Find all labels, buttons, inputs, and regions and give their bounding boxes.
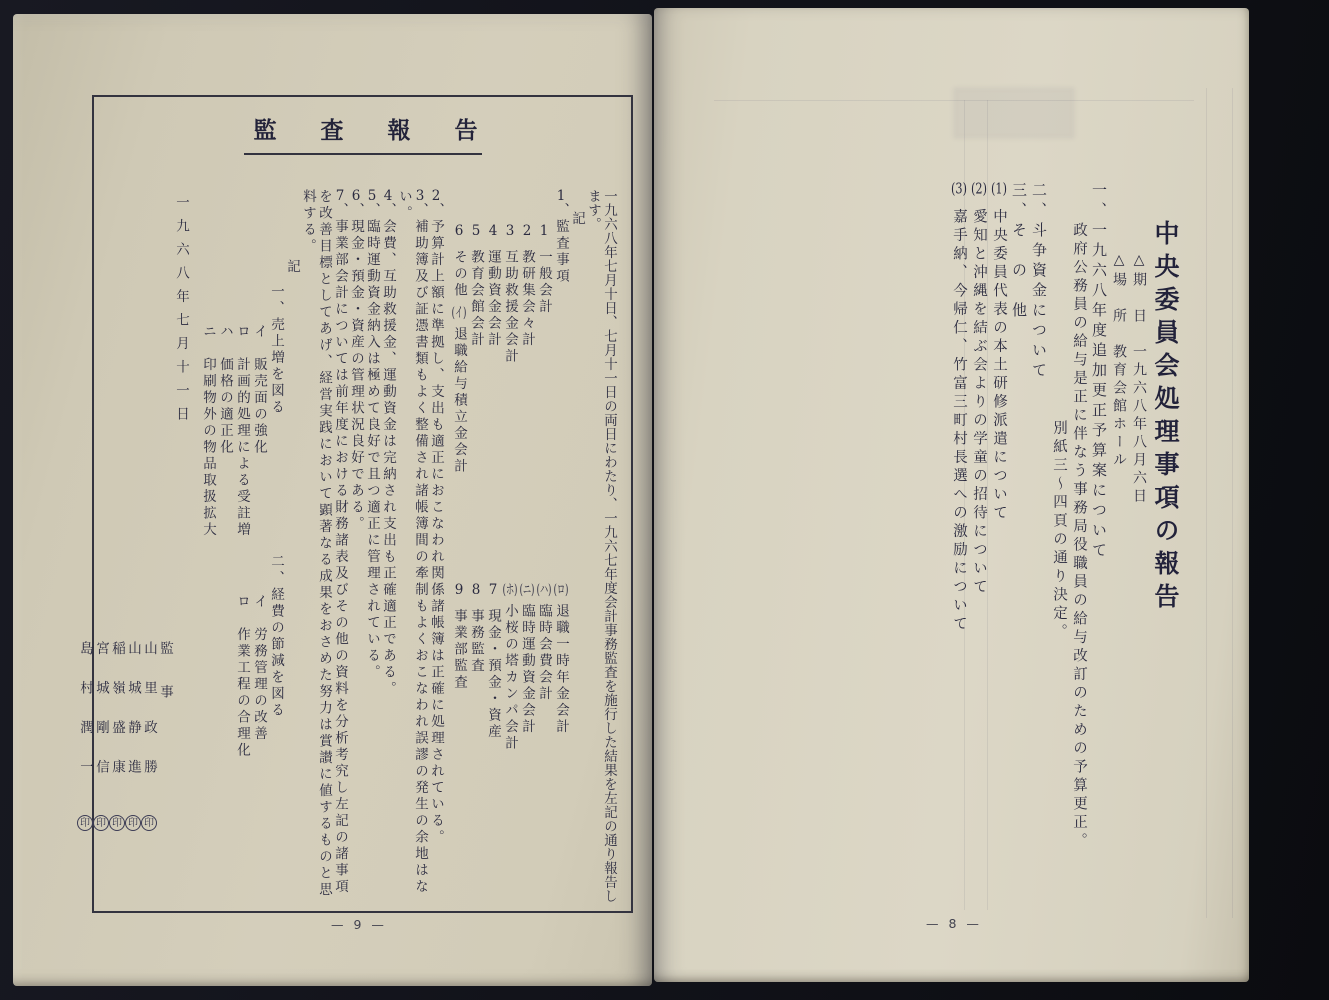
improvement-goal-sub: ロ 計画的処理による受註増 xyxy=(234,324,250,539)
audit-item xyxy=(485,189,501,583)
item-number: 6 xyxy=(454,224,464,238)
show-through-line xyxy=(1232,88,1233,918)
number-separator: 、 xyxy=(553,202,569,219)
item-number: (ハ) xyxy=(536,582,552,597)
audit-items-bottom-band xyxy=(450,583,569,905)
show-through-line xyxy=(1206,88,1207,918)
audit-item xyxy=(468,189,484,583)
meeting-place: △場 所 教育会館ホール xyxy=(1111,252,1127,470)
improvement-goal: 一、売上増を図る xyxy=(268,284,284,416)
item-label: 現金・預金・資産 xyxy=(485,608,501,741)
audit-sub-item xyxy=(536,583,552,905)
finding-text: 予算計上額に準拠し、支出も適正におこなわれ関係諸帳簿は正確に処理されている。 xyxy=(428,219,444,846)
item-label: 退職一時年金会計 xyxy=(553,603,569,736)
auditor-name-text: 山里政勝 xyxy=(141,641,157,799)
right-page xyxy=(654,8,1249,982)
improvement-goal: 二、経費の節減を図る xyxy=(268,554,284,720)
item-label: 運動資金会計 xyxy=(485,249,501,349)
show-through-line xyxy=(714,100,1194,101)
seal-icon: 印 xyxy=(109,815,125,831)
auditor-name xyxy=(141,641,157,905)
finding-text: 事業部会計については前年度における財務諸表及びその他の資料を分析考究し左記の諸事項を改善目標としてあげ、経営実践において顕著なる成果をおさめた努力は賞讃に値するものと思料する。 xyxy=(300,189,348,899)
sub-item-text: 愛知と沖縄を結ぶ会よりの学童の招待について xyxy=(971,208,987,597)
item-label: 一般会計 xyxy=(536,249,552,316)
audit-finding xyxy=(380,189,396,905)
improvement-goal-sub: ニ 印刷物外の物品取扱拡大 xyxy=(200,324,216,539)
item-label: その他 xyxy=(451,249,467,299)
seal-icon: 印 xyxy=(77,815,93,831)
audit-sub-item xyxy=(502,583,518,905)
sub-item-label: 退職給与積立金会計 xyxy=(451,326,467,475)
audit-report-body xyxy=(77,189,617,905)
item-number: (ニ) xyxy=(519,582,535,597)
item-label: 事業部監査 xyxy=(451,608,467,691)
item-number: (ホ) xyxy=(502,582,518,597)
item-label: 事務監査 xyxy=(468,608,484,675)
audit-items-list xyxy=(450,189,569,905)
agenda-item: 一、一九六八年度追加更正予算案について xyxy=(1090,182,1108,562)
number-separator: 、 xyxy=(428,202,444,219)
item-label: 教研集会々計 xyxy=(519,249,535,349)
page-number-right: — 8 — xyxy=(926,916,982,931)
number-separator: 、 xyxy=(364,202,380,219)
item-label: 臨時運動資金会計 xyxy=(519,603,535,736)
agenda-item-detail: 政府公務員の給与是正に伴なう事務局役職員の給与改訂のための予算更正。 xyxy=(1071,222,1087,851)
audit-report-frame xyxy=(77,95,633,913)
committee-report-body xyxy=(949,180,1181,922)
item-number: 3 xyxy=(505,224,515,238)
item-label: 臨時会費会計 xyxy=(536,603,552,703)
finding-text: 現金・預金・資産の管理状況良好である。 xyxy=(348,219,364,533)
number-separator: 、 xyxy=(380,202,396,219)
item-number: 5 xyxy=(471,224,481,238)
item-label: 互助救援金会計 xyxy=(502,249,518,365)
item-number: 8 xyxy=(471,582,481,597)
notation-marker: 記 xyxy=(284,259,300,276)
audit-item xyxy=(519,189,535,583)
report-date: 一九六八年七月十一日 xyxy=(173,195,189,430)
finding-number: 2 xyxy=(431,189,441,203)
audit-finding xyxy=(428,189,444,905)
audit-item xyxy=(502,189,518,583)
meeting-date: △期 日 一九六八年八月六日 xyxy=(1131,252,1147,506)
auditor-name-text: 島村潤一 xyxy=(77,641,93,799)
sub-item-text: 中央委員代表の本土研修派遣について xyxy=(991,208,1007,523)
sub-item-text: 嘉手納、今帰仁、竹富三町村長選への激励について xyxy=(951,208,967,634)
number-separator: 、 xyxy=(332,202,348,219)
improvement-top-band xyxy=(199,189,284,554)
notation-marker: 記 xyxy=(569,211,585,228)
number-separator: 、 xyxy=(348,202,364,219)
audit-items-heading xyxy=(553,189,569,583)
other-sub-item xyxy=(969,180,989,922)
item-number: 2 xyxy=(522,224,532,238)
number-separator: 、 xyxy=(412,202,428,219)
item-number: (ロ) xyxy=(553,582,569,597)
sub-item-number: (3) xyxy=(951,182,967,197)
show-through-stamp xyxy=(954,88,1074,138)
audit-heading-text: 監査事項 xyxy=(553,219,569,285)
audit-item xyxy=(536,189,552,583)
improvement-bottom-band xyxy=(199,554,284,905)
audit-sub-item xyxy=(553,583,569,905)
auditor-name xyxy=(109,641,125,905)
audit-item xyxy=(468,583,484,905)
item-number: 7 xyxy=(488,582,498,597)
other-sub-item xyxy=(949,180,969,922)
audit-report-title-text: 監査報告 xyxy=(253,117,522,144)
audit-finding xyxy=(396,189,428,905)
auditor-name xyxy=(93,641,109,905)
seal-icon: 印 xyxy=(93,815,109,831)
auditors-title: 監事 xyxy=(157,641,173,728)
audit-finding xyxy=(300,189,348,905)
page-number-left: — 9 — xyxy=(331,917,387,932)
item-label: 教育会館会計 xyxy=(468,249,484,349)
improvement-goal-sub: ハ 価格の適正化 xyxy=(217,324,233,456)
left-page xyxy=(13,14,652,986)
finding-number: 7 xyxy=(335,189,345,203)
sub-item-marker: (イ) xyxy=(451,306,467,320)
item-label: 小桜の塔カンパ会計 xyxy=(502,603,518,752)
item-number: 1 xyxy=(539,224,549,238)
other-sub-item xyxy=(989,180,1009,922)
auditor-name xyxy=(77,641,93,905)
seal-icon: 印 xyxy=(125,815,141,831)
auditor-name-text: 宮城剛信 xyxy=(93,641,109,799)
audit-sub-item xyxy=(519,583,535,905)
audit-item-other xyxy=(451,189,467,583)
page-title: 中央委員会処理事項の報告 xyxy=(1151,220,1180,616)
improvement-goal-sub: イ 労務管理の改善 xyxy=(251,594,267,743)
auditor-signatures xyxy=(77,189,173,905)
finding-number: 3 xyxy=(415,189,425,203)
audit-items-top-band xyxy=(450,189,569,583)
auditor-name-text: 山城静進 xyxy=(125,641,141,799)
audit-intro: 一九六八年七月十日、七月十一日の両日にわたり、一九六七年度会計事務監査を施行した結果を左記の通り報告します。 xyxy=(585,189,617,903)
finding-text: 会費、互助救援金、運動資金は完納され支出も正確適正である。 xyxy=(380,219,396,698)
finding-number: 4 xyxy=(383,189,393,203)
sub-item-number: (2) xyxy=(971,182,987,197)
improvement-goals-list xyxy=(199,189,284,905)
item-number: 4 xyxy=(488,224,498,238)
audit-item xyxy=(485,583,501,905)
finding-text: 補助簿及び証憑書類もよく整備され諸帳簿間の牽制もよくおこなわれ誤謬の発生の余地はない。 xyxy=(396,189,428,896)
agenda-item-note: 別紙三～四頁の通り決定。 xyxy=(1051,420,1067,642)
agenda-item: 二、斗争資金について xyxy=(1030,182,1048,382)
item-number: 9 xyxy=(454,582,464,597)
finding-text: 臨時運動資金納入は極めて良好で且つ適正に管理されている。 xyxy=(364,219,380,681)
improvement-goal-sub: イ 販売面の強化 xyxy=(251,324,267,456)
seal-icon: 印 xyxy=(141,815,157,831)
audit-report-title xyxy=(244,112,522,155)
improvement-goal-sub: ロ 作業工程の合理化 xyxy=(234,594,250,760)
finding-number: 5 xyxy=(367,189,377,203)
audit-finding xyxy=(348,189,364,905)
audit-item xyxy=(451,583,467,905)
audit-heading-number: 1 xyxy=(556,189,566,203)
finding-number: 6 xyxy=(351,189,361,203)
auditor-name xyxy=(125,641,141,905)
agenda-item: 三、そ の 他 xyxy=(1010,182,1028,322)
audit-finding xyxy=(364,189,380,905)
auditor-name-text: 稲嶺盛康 xyxy=(109,641,125,799)
sub-item-number: (1) xyxy=(991,182,1007,197)
